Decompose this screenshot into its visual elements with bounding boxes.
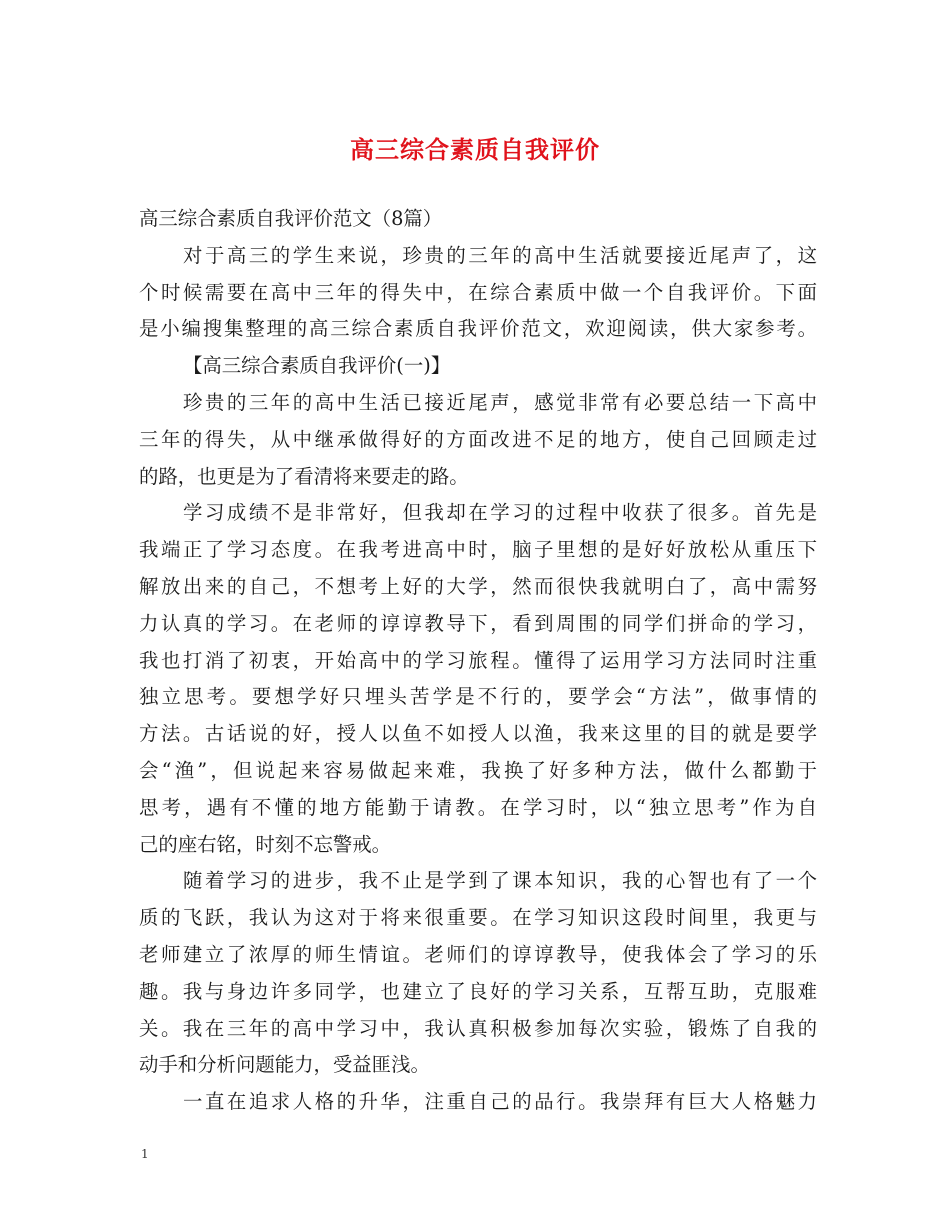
paragraph-line: 质的飞跃，我认为这对于将来很重要。在学习知识这段时间里，我更与 xyxy=(139,906,817,930)
paragraph-line: 随着学习的进步，我不止是学到了课本知识，我的心智也有了一个 xyxy=(183,869,817,893)
document-title: 高三综合素质自我评价 xyxy=(350,136,600,164)
section-heading: 【高三综合素质自我评价(一)】 xyxy=(183,354,451,378)
paragraph-line: 思考，遇有不懂的地方能勤于请教。在学习时，以“独立思考”作为自 xyxy=(139,795,817,819)
paragraph-line: 我也打消了初衷，开始高中的学习旅程。懂得了运用学习方法同时注重 xyxy=(139,648,817,672)
paragraph-line: 己的座右铭，时刻不忘警戒。 xyxy=(139,832,392,856)
paragraph-line: 方法。古话说的好，授人以鱼不如授人以渔，我来这里的目的就是要学 xyxy=(139,722,817,746)
paragraph-line: 老师建立了浓厚的师生情谊。老师们的谆谆教导，使我体会了学习的乐 xyxy=(139,942,817,966)
paragraph-line: 三年的得失，从中继承做得好的方面改进不足的地方，使自己回顾走过 xyxy=(139,427,817,451)
page-number: 1 xyxy=(141,1147,149,1161)
paragraph-line: 会“渔”，但说起来容易做起来难，我换了好多种方法，做什么都勤于 xyxy=(139,758,817,782)
paragraph-line: 动手和分析问题能力，受益匪浅。 xyxy=(139,1053,430,1077)
paragraph-line: 珍贵的三年的高中生活已接近尾声，感觉非常有必要总结一下高中 xyxy=(183,390,817,414)
paragraph-line: 独立思考。要想学好只埋头苦学是不行的，要学会“方法”，做事情的 xyxy=(139,685,817,709)
paragraph-line: 我端正了学习态度。在我考进高中时，脑子里想的是好好放松从重压下 xyxy=(139,538,817,562)
paragraph-line: 解放出来的自己，不想考上好的大学，然而很快我就明白了，高中需努 xyxy=(139,574,817,598)
paragraph-line: 力认真的学习。在老师的谆谆教导下，看到周围的同学们拼命的学习， xyxy=(139,611,817,635)
subtitle-line: 高三综合素质自我评价范文（8篇） xyxy=(139,207,443,230)
paragraph-line: 趣。我与身边许多同学，也建立了良好的学习关系，互帮互助，克服难 xyxy=(139,979,817,1003)
paragraph-line: 对于高三的学生来说，珍贵的三年的高中生活就要接近尾声了，这 xyxy=(183,243,817,267)
paragraph-line: 是小编搜集整理的高三综合素质自我评价范文，欢迎阅读，供大家参考。 xyxy=(139,317,817,341)
paragraph-line: 的路，也更是为了看清将来要走的路。 xyxy=(139,464,469,488)
paragraph-line: 个时候需要在高中三年的得失中，在综合素质中做一个自我评价。下面 xyxy=(139,280,817,304)
paragraph-line: 学习成绩不是非常好，但我却在学习的过程中收获了很多。首先是 xyxy=(183,501,817,525)
paragraph-line: 关。我在三年的高中学习中，我认真积极参加每次实验，锻炼了自我的 xyxy=(139,1016,817,1040)
paragraph-line: 一直在追求人格的升华，注重自己的品行。我崇拜有巨大人格魅力 xyxy=(183,1090,817,1114)
document-body xyxy=(139,201,817,1121)
